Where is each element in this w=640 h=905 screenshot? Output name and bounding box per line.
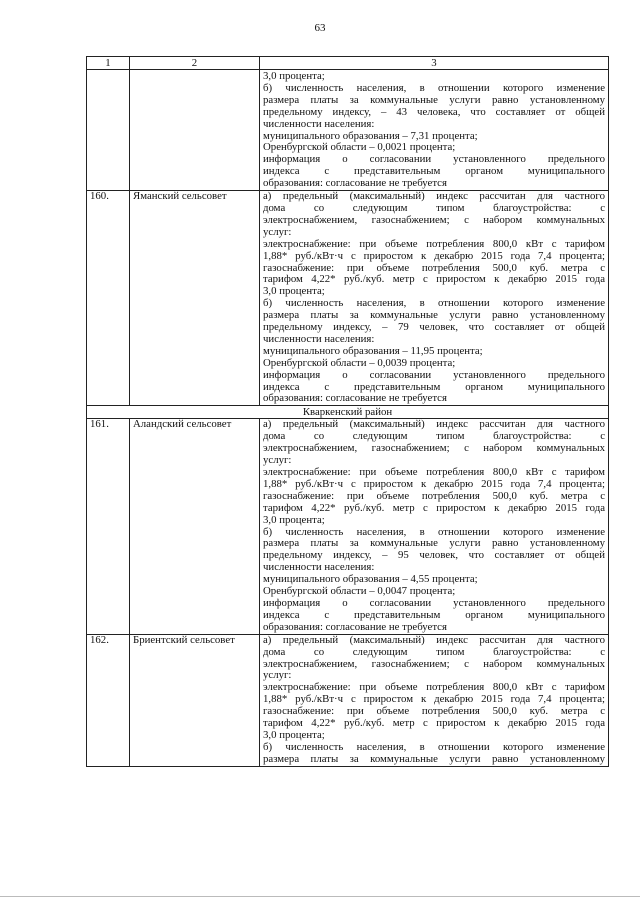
description-line: информация о согласовании установленного предельного [263,596,605,609]
table-row [87,191,609,406]
description-line: электроснабжением, газоснабжением; с набором коммунальных [263,657,605,670]
municipality-name [130,70,260,191]
description-line: а) предельный (максимальный) индекс рассчитан для частного [263,633,605,646]
header-col-3: 3 [260,57,609,70]
description-line: размера платы за коммунальные услуги равно установленному [263,537,605,550]
municipality-name: Яманский сельсовет [130,191,260,406]
description-line: 1,88* руб./кВт·ч с приростом к декабрю 2015 года 7,4 процента; [263,249,605,262]
description-line: услуг: [263,454,292,467]
index-description [260,191,609,406]
description-line: тарифом 4,22* руб./куб. метр с приростом к декабрю 2015 года [263,501,605,514]
description-line: индекса с представительным органом муниципального [263,608,605,621]
description-line: 3,0 процента; [263,70,325,82]
description-line: газоснабжение: при объеме потребления 500,0 куб. метра с [263,261,605,274]
description-line: Оренбургской области – 0,0039 процента; [263,356,456,369]
description-line: дома со следующим типом благоустройства: с [263,430,605,443]
row-number: 160. [87,191,130,406]
description-line: предельному индексу, – 95 человек, что составляет от общей [263,549,605,562]
description-line: численности населения: [263,332,375,345]
description-line: услуг: [263,669,292,682]
district-title: Кваркенский район [87,406,609,419]
description-line: электроснабжением, газоснабжением; с набором коммунальных [263,442,605,455]
description-line: б) численность населения, в отношении которого изменение [263,525,605,538]
description-line: размера платы за коммунальные услуги равно установленному [263,752,605,765]
page-bottom-edge [0,896,640,897]
description-line: размера платы за коммунальные услуги равно установленному [263,93,605,106]
description-line: численности населения: [263,561,375,574]
page-number: 63 [314,22,326,34]
description-line: электроснабжение: при объеме потребления 800,0 кВт с тарифом [263,466,605,478]
description-line: 3,0 процента; [263,285,325,298]
header-col-2: 2 [130,57,260,70]
description-line: индекса с представительным органом муниципального [263,380,605,393]
index-description [260,634,609,766]
description-line: газоснабжение: при объеме потребления 500,0 куб. метра с [263,489,605,502]
municipality-name: Аландский сельсовет [130,419,260,634]
description-line: муниципального образования – 11,95 процента; [263,344,483,357]
description-line: газоснабжение: при объеме потребления 500,0 куб. метра с [263,705,605,718]
table-row [87,70,609,191]
description-line: электроснабжением, газоснабжением; с набором коммунальных [263,213,605,226]
description-line: муниципального образования – 4,55 процента; [263,573,478,586]
description-line: б) численность населения, в отношении которого изменение [263,81,605,94]
row-number: 162. [87,634,130,766]
municipal-index-table [86,56,609,767]
table-row [87,419,609,634]
description-line: тарифом 4,22* руб./куб. метр с приростом к декабрю 2015 года [263,717,605,730]
description-line: услуг: [263,225,292,238]
description-line: а) предельный (максимальный) индекс рассчитан для частного [263,418,605,431]
description-line: б) численность населения, в отношении которого изменение [263,740,605,753]
description-line: а) предельный (максимальный) индекс рассчитан для частного [263,190,605,203]
description-line: муниципального образования – 7,31 процента; [263,129,478,142]
municipality-name: Бриентский сельсовет [130,634,260,766]
description-line: 3,0 процента; [263,513,325,526]
description-line: дома со следующим типом благоустройства: с [263,201,605,214]
description-line: б) численность населения, в отношении которого изменение [263,297,605,310]
description-line: предельному индексу, – 79 человек, что составляет от общей [263,321,605,334]
description-line: тарифом 4,22* руб./куб. метр с приростом к декабрю 2015 года [263,273,605,286]
description-line: численности населения: [263,117,375,130]
description-line: Оренбургской области – 0,0021 процента; [263,141,456,154]
header-col-1: 1 [87,57,130,70]
description-line: Оренбургской области – 0,0047 процента; [263,585,456,598]
description-line: информация о согласовании установленного предельного [263,153,605,166]
description-line: информация о согласовании установленного предельного [263,368,605,381]
description-line: электроснабжение: при объеме потребления 800,0 кВт с тарифом [263,681,605,694]
index-description [260,70,609,191]
index-description [260,419,609,634]
description-line: 3,0 процента; [263,728,325,741]
table-body [87,70,609,767]
description-line: предельному индексу, – 43 человека, что составляет от общей [263,105,605,118]
description-line: 1,88* руб./кВт·ч с приростом к декабрю 2015 года 7,4 процента; [263,693,605,706]
table-row [87,634,609,766]
description-line: образования: согласование не требуется [263,177,447,190]
district-row [87,406,609,419]
description-line: образования: согласование не требуется [263,392,447,405]
description-line: индекса с представительным органом муниципального [263,165,605,178]
description-line: дома со следующим типом благоустройства: с [263,645,605,658]
description-line: образования: согласование не требуется [263,620,447,633]
description-line: электроснабжение: при объеме потребления 800,0 кВт с тарифом [263,237,605,250]
row-number [87,70,130,191]
row-number: 161. [87,419,130,634]
description-line: размера платы за коммунальные услуги равно установленному [263,309,605,322]
table-header-row [87,57,609,70]
description-line: 1,88* руб./кВт·ч с приростом к декабрю 2015 года 7,4 процента; [263,477,605,490]
